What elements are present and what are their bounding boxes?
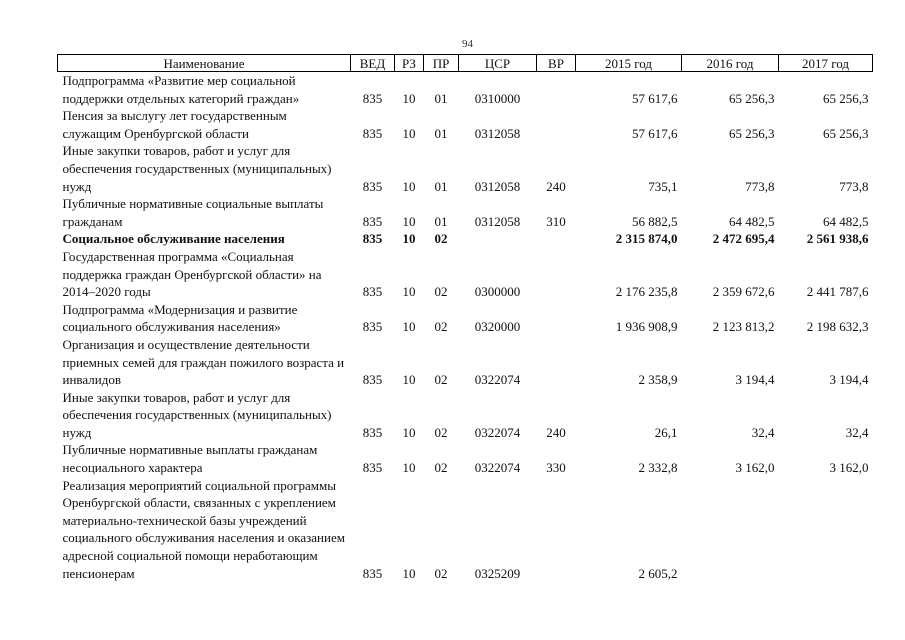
- row-ved: 835: [362, 319, 383, 335]
- row-rz: 10: [402, 284, 416, 300]
- row-2017: 2 441 787,6: [806, 284, 869, 300]
- row-2017: [779, 477, 873, 583]
- row-csr: 0312058: [474, 213, 521, 229]
- row-ved: 835: [362, 372, 383, 388]
- row-2016: 773,8: [745, 178, 775, 194]
- row-pr: 02: [434, 565, 448, 581]
- row-2017: 32,4: [845, 424, 869, 440]
- row-rz: 10: [402, 213, 416, 229]
- row-2015: 735,1: [648, 178, 678, 194]
- row-2017: 773,8: [839, 178, 869, 194]
- table-row: [58, 477, 873, 583]
- row-name: Социальное обслуживание населения: [62, 231, 285, 247]
- row-name: Реализация мероприятий социальной программы Оренбургской области, связанных с укреплением материально-технической базы учреждений социального обслуживания населения и оказанием адресной социальной помощи неработающим пенсионерам: [62, 477, 345, 581]
- table-row: [58, 248, 873, 301]
- row-ved: 835: [362, 231, 383, 247]
- row-rz: 10: [402, 178, 416, 194]
- row-ved: 835: [362, 90, 383, 106]
- row-rz: 10: [402, 319, 416, 335]
- row-ved: 835: [362, 125, 383, 141]
- header-pr: ПР: [424, 55, 459, 72]
- row-name: Публичные нормативные социальные выплаты гражданам: [62, 196, 324, 229]
- row-rz: 10: [402, 460, 416, 476]
- row-pr: 02: [434, 424, 448, 440]
- header-csr: ЦСР: [459, 55, 537, 72]
- row-2017: 65 256,3: [823, 90, 869, 106]
- row-ved: 835: [362, 424, 383, 440]
- row-2016: 3 194,4: [735, 372, 775, 388]
- row-2015: 56 882,5: [632, 213, 678, 229]
- header-2016: 2016 год: [682, 55, 779, 72]
- row-ved: 835: [362, 178, 383, 194]
- row-2016: [682, 477, 779, 583]
- row-csr: 0325209: [474, 565, 521, 581]
- row-name: Организация и осуществление деятельности приемных семей для граждан пожилого возраста и инвалидов: [62, 336, 345, 388]
- row-name: Иные закупки товаров, работ и услуг для обеспечения государственных (муниципальных) нужд: [62, 143, 332, 194]
- row-rz: 10: [402, 231, 416, 247]
- row-2016: 2 472 695,4: [712, 231, 775, 247]
- header-rz: РЗ: [395, 55, 424, 72]
- table-header: [58, 55, 873, 72]
- row-ved: 835: [362, 284, 383, 300]
- row-pr: 02: [434, 319, 448, 335]
- row-pr: 01: [434, 178, 448, 194]
- row-ved: 835: [362, 460, 383, 476]
- row-vr: [537, 72, 576, 108]
- row-2016: 64 482,5: [729, 213, 775, 229]
- row-2017: 65 256,3: [823, 125, 869, 141]
- row-vr: 330: [546, 460, 566, 476]
- row-2015: 2 358,9: [638, 372, 678, 388]
- row-pr: 02: [434, 460, 448, 476]
- row-ved: 835: [362, 565, 383, 581]
- row-rz: 10: [402, 125, 416, 141]
- row-pr: 02: [434, 231, 448, 247]
- row-rz: 10: [402, 372, 416, 388]
- row-2017: 2 561 938,6: [806, 231, 869, 247]
- table-row: [58, 301, 873, 336]
- row-vr: [537, 230, 576, 248]
- row-csr: 0322074: [474, 424, 521, 440]
- row-2015: 57 617,6: [632, 90, 678, 106]
- row-name: Иные закупки товаров, работ и услуг для обеспечения государственных (муниципальных) нужд: [62, 389, 332, 440]
- row-2016: 65 256,3: [729, 125, 775, 141]
- row-csr: 0310000: [474, 90, 521, 106]
- table-row: [58, 389, 873, 442]
- row-2016: 65 256,3: [729, 90, 775, 106]
- row-csr: 0320000: [474, 319, 521, 335]
- header-name: Наименование: [58, 55, 351, 72]
- table-row: [58, 142, 873, 195]
- row-pr: 02: [434, 284, 448, 300]
- header-ved: ВЕД: [351, 55, 395, 72]
- header-vr: ВР: [537, 55, 576, 72]
- row-2015: 2 605,2: [638, 565, 678, 581]
- row-name: Подпрограмма «Модернизация и развитие социального обслуживания населения»: [62, 301, 298, 335]
- row-rz: 10: [402, 90, 416, 106]
- row-pr: 02: [434, 372, 448, 388]
- row-vr: [537, 248, 576, 301]
- table-row: [58, 107, 873, 142]
- row-vr: [537, 107, 576, 142]
- table-row: [58, 441, 873, 476]
- header-2015: 2015 год: [576, 55, 682, 72]
- row-csr: 0312058: [474, 125, 521, 141]
- row-vr: [537, 477, 576, 583]
- row-2016: 3 162,0: [735, 460, 775, 476]
- row-pr: 01: [434, 90, 448, 106]
- row-2017: 3 162,0: [829, 460, 869, 476]
- row-2016: 32,4: [751, 424, 775, 440]
- row-rz: 10: [402, 424, 416, 440]
- table-row: [58, 195, 873, 230]
- row-2015: 2 176 235,8: [615, 284, 678, 300]
- row-ved: 835: [362, 213, 383, 229]
- row-name: Государственная программа «Социальная поддержка граждан Оренбургской области» на 2014–2020 годы: [62, 248, 322, 300]
- row-name: Подпрограмма «Развитие мер социальной поддержки отдельных категорий граждан»: [62, 73, 300, 106]
- row-vr: [537, 301, 576, 336]
- row-2017: 3 194,4: [829, 372, 869, 388]
- table-body: [58, 72, 873, 583]
- row-2015: 1 936 908,9: [615, 319, 678, 335]
- row-pr: 01: [434, 125, 448, 141]
- row-csr: 0322074: [474, 372, 521, 388]
- row-2016: 2 359 672,6: [712, 284, 775, 300]
- row-2016: 2 123 813,2: [712, 319, 775, 335]
- row-vr: [537, 336, 576, 389]
- table-row: [58, 336, 873, 389]
- row-vr: 240: [546, 424, 566, 440]
- row-2017: 2 198 632,3: [806, 319, 869, 335]
- row-2015: 2 315 874,0: [615, 231, 678, 247]
- row-name: Публичные нормативные выплаты гражданам несоциального характера: [62, 442, 318, 476]
- row-name: Пенсия за выслугу лет государственным служащим Оренбургской области: [62, 108, 287, 141]
- table-row: [58, 72, 873, 108]
- row-2015: 2 332,8: [638, 460, 678, 476]
- header-2017: 2017 год: [779, 55, 873, 72]
- row-rz: 10: [402, 565, 416, 581]
- row-vr: 310: [546, 213, 566, 229]
- header-row: [58, 55, 873, 72]
- row-csr: 0322074: [474, 460, 521, 476]
- table-row: [58, 230, 873, 248]
- row-vr: 240: [546, 178, 566, 194]
- row-2017: 64 482,5: [823, 213, 869, 229]
- row-pr: 01: [434, 213, 448, 229]
- budget-table: [57, 54, 873, 582]
- page-number: 94: [462, 38, 473, 50]
- row-2015: 57 617,6: [632, 125, 678, 141]
- row-2015: 26,1: [654, 424, 678, 440]
- row-csr: 0300000: [474, 284, 521, 300]
- row-csr: [459, 230, 537, 248]
- row-csr: 0312058: [474, 178, 521, 194]
